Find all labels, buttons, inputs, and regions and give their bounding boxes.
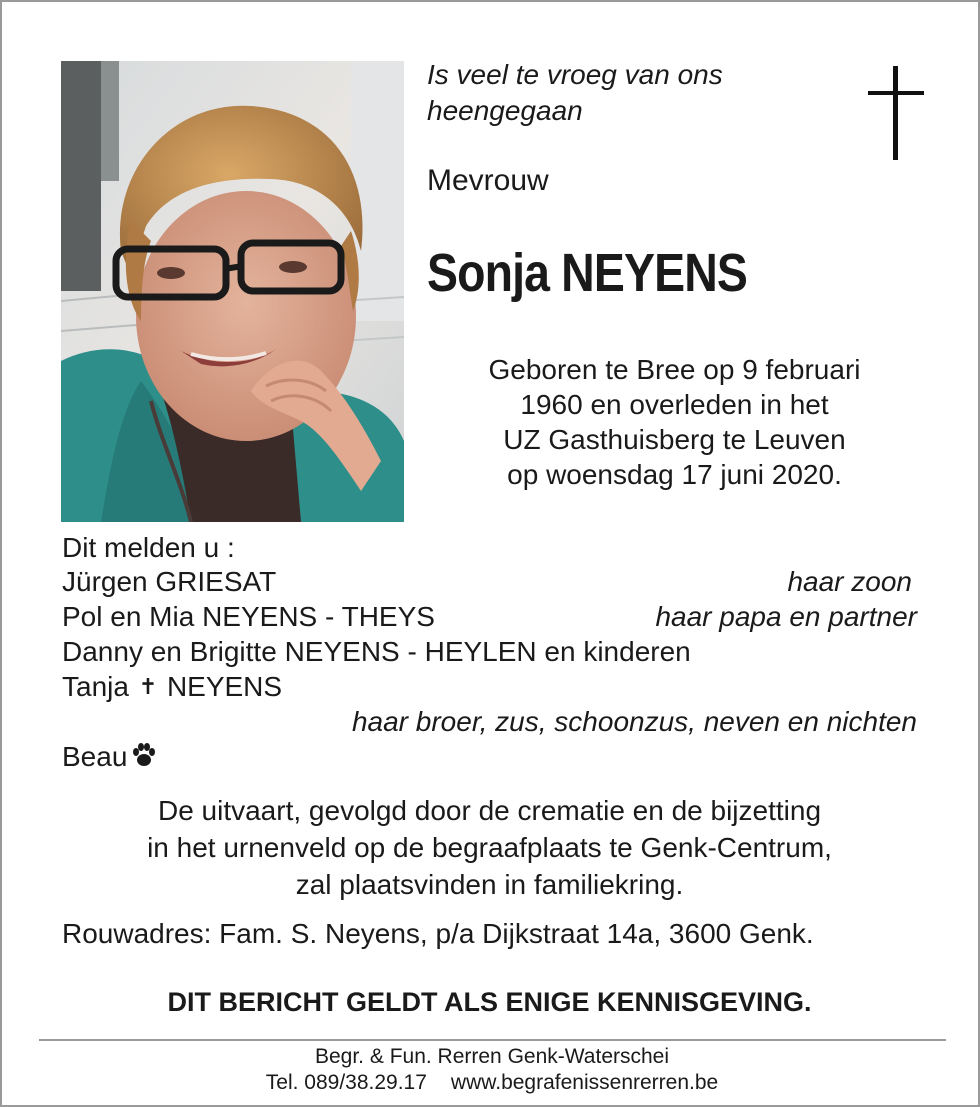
sibling-2-last: NEYENS: [166, 671, 283, 702]
siblings-relation: haar broer, zus, schoonzus, neven en nichten: [351, 706, 917, 737]
son-relation: haar zoon: [787, 566, 912, 597]
sibling-2-name: [62, 669, 282, 705]
undertaker-website[interactable]: www.begrafenissenrerren.be: [450, 1071, 719, 1094]
intro-line-1: Is veel te vroeg van ons: [427, 59, 723, 90]
paw-icon: [131, 742, 157, 768]
undertaker-phone: Tel. 089/38.29.17: [265, 1071, 427, 1094]
funeral-line-1: De uitvaart, gevolgd door de crematie en de bijzetting: [157, 795, 822, 826]
cross-icon: [868, 66, 924, 160]
intro-text: [427, 57, 847, 129]
announcer-row-siblings-relation: [62, 704, 917, 740]
dates-line-1: Geboren te Bree op 9 februari: [488, 354, 861, 385]
dates-line-3: UZ Gasthuisberg te Leuven: [503, 424, 846, 455]
pet-entry: [62, 739, 157, 775]
father-relation: haar papa en partner: [655, 601, 917, 632]
mourning-address: Rouwadres: Fam. S. Neyens, p/a Dijkstraat 14a, 3600 Genk.: [62, 918, 814, 949]
undertaker-name: Begr. & Fun. Rerren Genk-Waterschei: [314, 1045, 670, 1068]
announcer-row-sibling-2: [62, 669, 917, 705]
announcer-row-son: [62, 564, 917, 600]
footer-divider: [39, 1039, 946, 1041]
funeral-line-3: zal plaatsvinden in familiekring.: [295, 869, 684, 900]
undertaker-contact: [2, 1071, 980, 1095]
deceased-name: Sonja NEYENS: [427, 243, 748, 303]
funeral-line-2: in het urnenveld op de begraafplaats te Genk-Centrum,: [147, 832, 832, 863]
deceased-cross-icon: ✝: [138, 674, 158, 699]
funeral-details: [62, 792, 917, 903]
father-name: Pol en Mia NEYENS - THEYS: [62, 601, 435, 632]
pet-name: Beau: [62, 741, 128, 772]
sibling-1-name: Danny en Brigitte NEYENS - HEYLEN en kinderen: [62, 636, 691, 667]
announcer-row-sibling-1: [62, 634, 917, 670]
announcers-intro: Dit melden u :: [62, 532, 235, 563]
son-name: Jürgen GRIESAT: [62, 566, 277, 597]
birth-death-details: [442, 352, 907, 492]
dates-line-4: op woensdag 17 juni 2020.: [507, 459, 842, 490]
intro-line-2: heengegaan: [427, 95, 583, 126]
sole-notice: DIT BERICHT GELDT ALS ENIGE KENNISGEVING.: [167, 987, 812, 1017]
announcer-row-father: [62, 599, 917, 635]
salutation: Mevrouw: [427, 164, 549, 197]
announcer-row-pet: [62, 739, 917, 775]
deceased-photo: [61, 61, 404, 522]
sibling-2-first: Tanja: [62, 671, 129, 702]
dates-line-2: 1960 en overleden in het: [520, 389, 829, 420]
